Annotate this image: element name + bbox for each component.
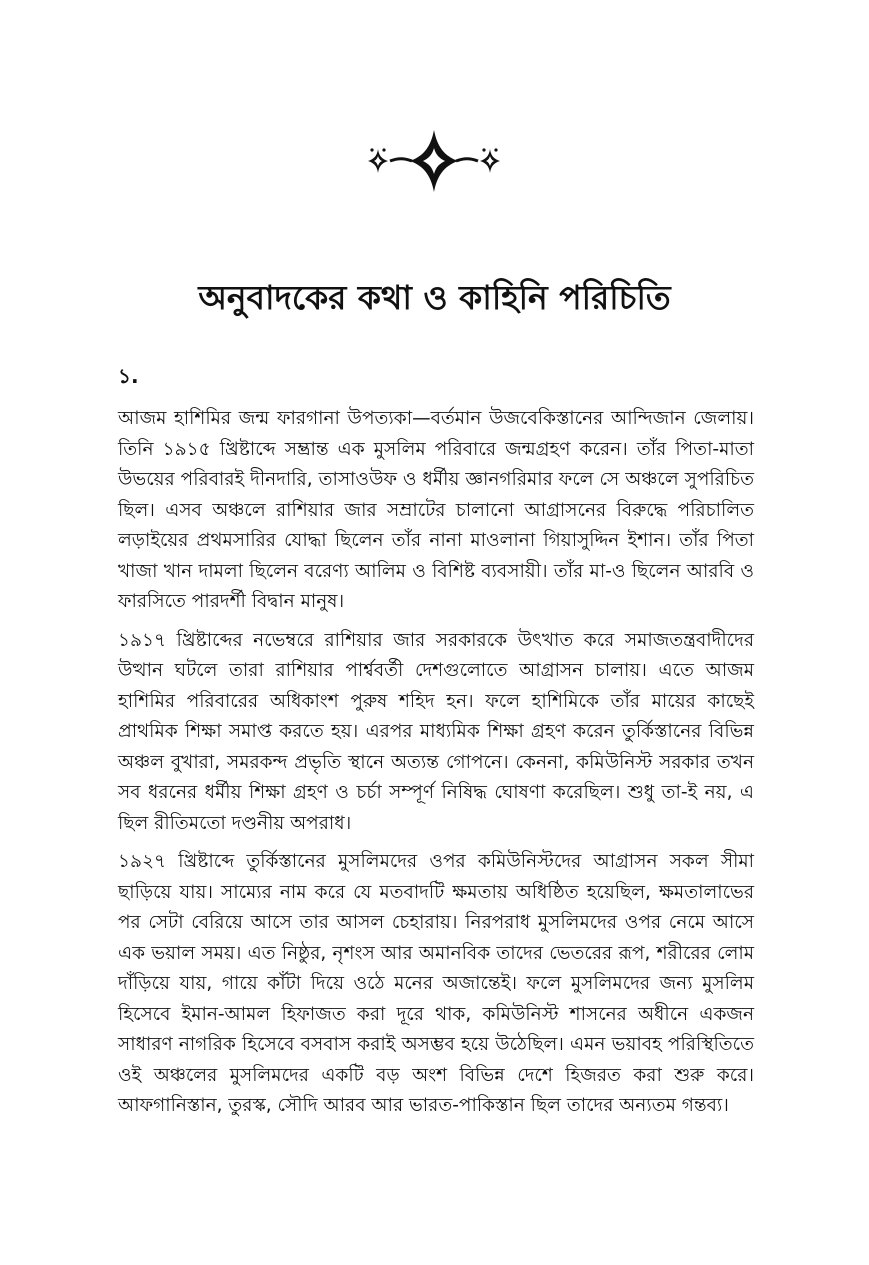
chapter-body: [118, 360, 754, 1130]
paragraph-2: ১৯১৭ খ্রিষ্টাব্দের নভেম্বরে রাশিয়ার জার সরকারকে উৎখাত করে সমাজতন্ত্রবাদীদের উত্থান ঘটলে তারা রাশিয়ার পার্শ্ববর্তী দেশগুলোতে আগ্রাসন চালায়। এতে আজম হাশিমির পরিবারের অধিকাংশ পুরুষ শহিদ হন। ফলে হাশিমিকে তাঁর মায়ের কাছেই প্রাথমিক শিক্ষা সমাপ্ত করতে হয়। এরপর মাধ্যমিক শিক্ষা গ্রহণ করেন তুর্কিস্তানের বিভিন্ন অঞ্চল বুখারা, সমরকন্দ প্রভৃতি স্থানে অত্যন্ত গোপনে। কেননা, কমিউনিস্ট সরকার তখন সব ধরনের ধর্মীয় শিক্ষা গ্রহণ ও চর্চা সম্পূর্ণ নিষিদ্ধ ঘোষণা করেছিল। শুধু তা-ই নয়, এ ছিল রীতিমতো দণ্ডনীয় অপরাধ।: [118, 629, 754, 834]
diamond-star-ornament-icon: [364, 128, 504, 194]
paragraph-1: আজম হাশিমির জন্ম ফারগানা উপত্যকা—বর্তমান উজবেকিস্তানের আন্দিজান জেলায়। তিনি ১৯১৫ খ্রিষ্টাব্দে সম্ভ্রান্ত এক মুসলিম পরিবারে জন্মগ্রহণ করেন। তাঁর পিতা-মাতা উভয়ের পরিবারই দীনদারি, তাসাওউফ ও ধর্মীয় জ্ঞানগরিমার ফলে সে অঞ্চলে সুপরিচিত ছিল। এসব অঞ্চলে রাশিয়ার জার সম্রাটের চালানো আগ্রাসনের বিরুদ্ধে পরিচালিত লড়াইয়ের প্রথমসারির যোদ্ধা ছিলেন তাঁর নানা মাওলানা গিয়াসুদ্দিন ইশান। তাঁর পিতা খাজা খান দামলা ছিলেন বরেণ্য আলিম ও বিশিষ্ট ব্যবসায়ী। তাঁর মা-ও ছিলেন আরবি ও ফারসিতে পারদর্শী বিদ্বান মানুষ।: [118, 408, 754, 612]
section-number: ১.: [118, 364, 139, 388]
chapter-title: অনুবাদকের কথা ও কাহিনি পরিচিতি: [198, 278, 671, 317]
paragraph-3: ১৯২৭ খ্রিষ্টাব্দে তুর্কিস্তানের মুসলিমদের ওপর কমিউনিস্টদের আগ্রাসন সকল সীমা ছাড়িয়ে যায়। সাম্যের নাম করে যে মতবাদটি ক্ষমতায় অধিষ্ঠিত হয়েছিল, ক্ষমতালাভের পর সেটা বেরিয়ে আসে তার আসল চেহারায়। নিরপরাধ মুসলিমদের ওপর নেমে আসে এক ভয়াল সময়। এত নিষ্ঠুর, নৃশংস আর অমানবিক তাদের ভেতরের রূপ, শরীরের লোম দাঁড়িয়ে যায়, গায়ে কাঁটা দিয়ে ওঠে মনের অজান্তেই। ফলে মুসলিমদের জন্য মুসলিম হিসেবে ইমান-আমল হিফাজত করা দূরে থাক, কমিউনিস্ট শাসনের অধীনে একজন সাধারণ নাগরিক হিসেবে বসবাস করাই অসম্ভব হয়ে উঠেছিল। এমন ভয়াবহ পরিস্থিতিতে ওই অঞ্চলের মুসলিমদের একটি বড় অংশ বিভিন্ন দেশে হিজরত করা শুরু করে। আফগানিস্তান, তুরস্ক, সৌদি আরব আর ভারত-পাকিস্তান ছিল তাদের অন্যতম গন্তব্য।: [118, 851, 754, 1116]
